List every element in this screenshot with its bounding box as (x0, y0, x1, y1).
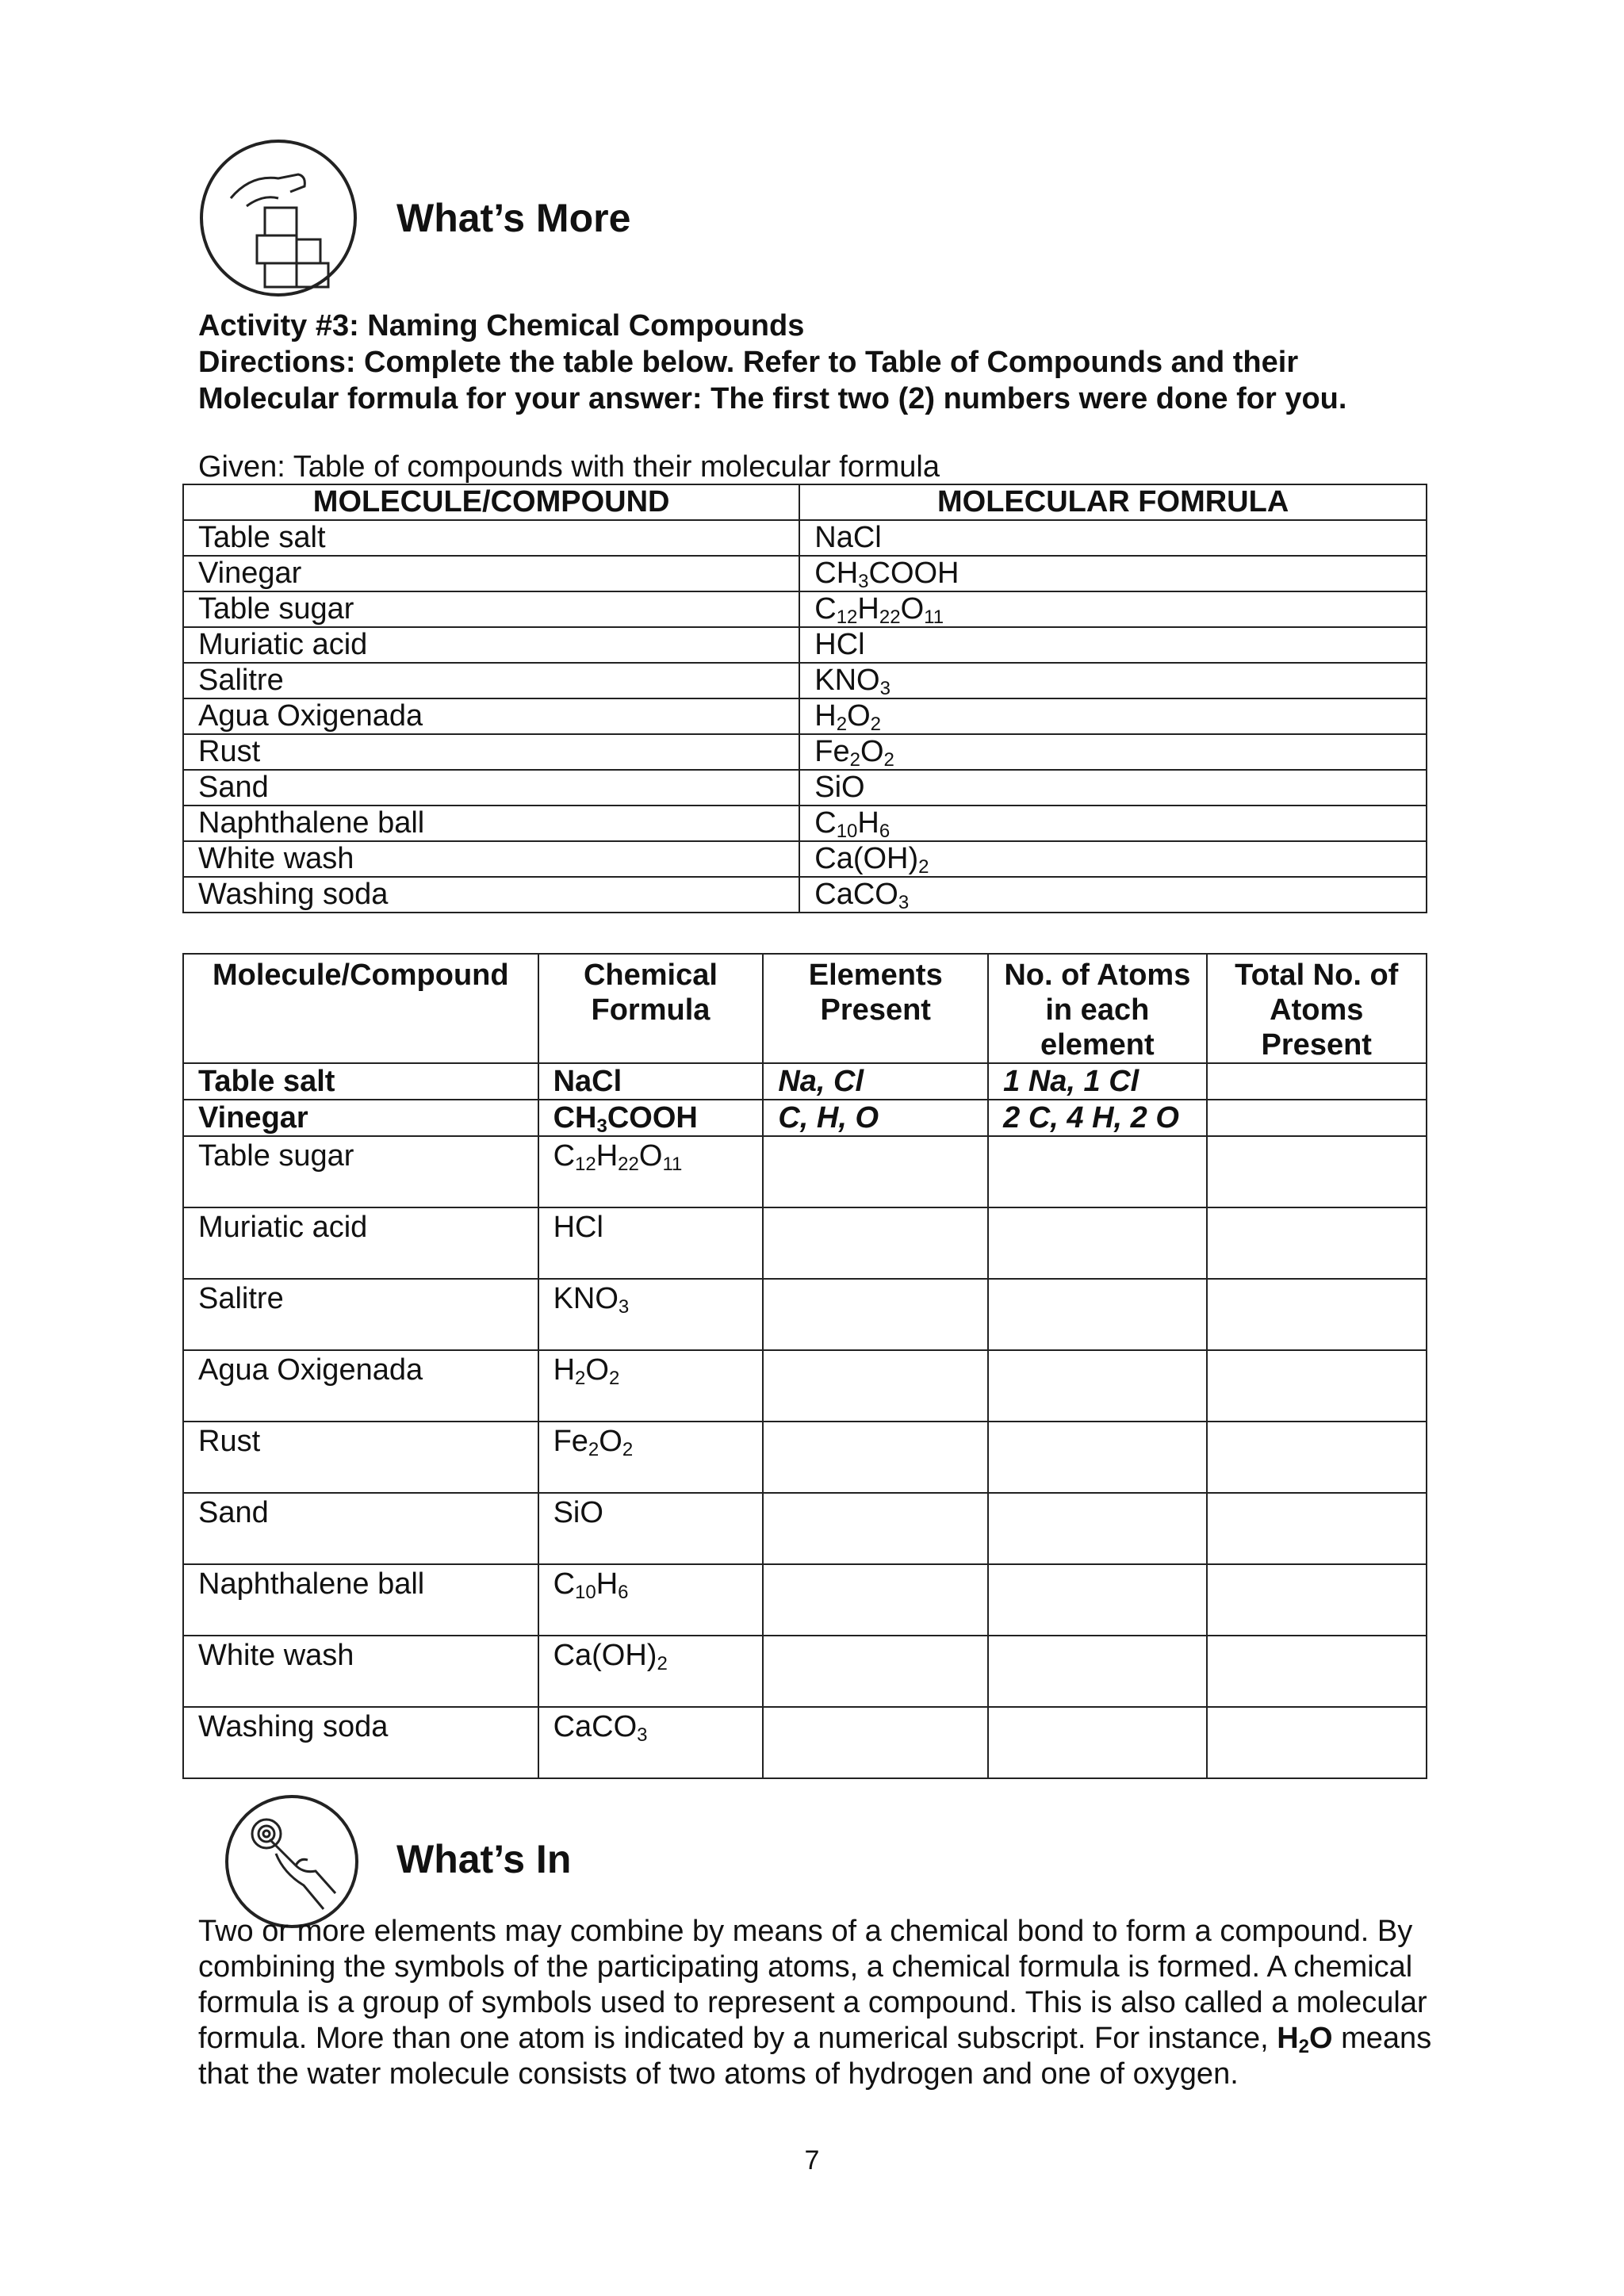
directions-line-2: Molecular formula for your answer: The first two (2) numbers were done for you. (198, 382, 1347, 415)
hand-stacking-blocks-icon (200, 140, 357, 297)
table-row (183, 1136, 1427, 1207)
compound-name: Rust (183, 734, 799, 770)
header-elements-present: Elements Present (763, 954, 988, 1063)
compound-name: Muriatic acid (183, 1207, 538, 1279)
table-row (183, 1350, 1427, 1422)
compound-name: Rust (183, 1422, 538, 1493)
activity-header-row (183, 954, 1427, 1063)
table-row (183, 520, 1427, 556)
atoms-each-element-cell[interactable] (988, 1422, 1206, 1493)
header-chemical-formula: Chemical Formula (538, 954, 764, 1063)
paragraph-text-2: means that the water molecule consists of two atoms of hydrogen and one of oxygen. (198, 2022, 1432, 2091)
chemical-formula: $C_{12}H_{22}O_{11}$ (538, 1136, 764, 1207)
molecular-formula: NaCl (799, 520, 1427, 556)
whats-in-paragraph (198, 1914, 1467, 2092)
elements-present-cell[interactable] (763, 1636, 988, 1707)
table-row (183, 1636, 1427, 1707)
chemical-formula: NaCl (538, 1063, 764, 1100)
atoms-each-element-cell[interactable] (988, 1350, 1206, 1422)
whats-in-title: What’s In (396, 1837, 572, 1881)
chemical-formula: HCl (538, 1207, 764, 1279)
table-row (183, 806, 1427, 841)
chemical-formula: $H_2O_2$ (538, 1350, 764, 1422)
total-atoms-cell[interactable] (1207, 1063, 1427, 1100)
header-molecule-compound: Molecule/Compound (183, 954, 538, 1063)
table-row (183, 841, 1427, 877)
compound-name: Sand (183, 1493, 538, 1564)
whats-more-title: What’s More (396, 196, 631, 240)
table-row (183, 556, 1427, 591)
elements-present-cell[interactable] (763, 1136, 988, 1207)
molecular-formula: $C_{12}H_{22}O_{11}$ (799, 591, 1427, 627)
atoms-each-element-cell[interactable] (988, 1636, 1206, 1707)
header-atoms-each-element: No. of Atoms in each element (988, 954, 1206, 1063)
molecular-formula: SiO (799, 770, 1427, 806)
table-row (183, 734, 1427, 770)
elements-present: Na, Cl (763, 1063, 988, 1100)
elements-present: C, H, O (763, 1100, 988, 1136)
table-row (183, 1564, 1427, 1636)
compound-name: Naphthalene ball (183, 806, 799, 841)
compound-name: Washing soda (183, 877, 799, 913)
atoms-each-element-cell[interactable] (988, 1564, 1206, 1636)
compound-name: Muriatic acid (183, 627, 799, 663)
activity-title: Activity #3: Naming Chemical Compounds (198, 309, 805, 342)
compound-name: Table sugar (183, 1136, 538, 1207)
elements-present-cell[interactable] (763, 1207, 988, 1279)
water-formula: $H_2O$ (1277, 2022, 1333, 2057)
elements-present-cell[interactable] (763, 1493, 988, 1564)
atoms-each-element: 1 Na, 1 Cl (988, 1063, 1206, 1100)
table-row (183, 1063, 1427, 1100)
table-row (183, 1279, 1427, 1350)
table-row (183, 770, 1427, 806)
molecular-formula: HCl (799, 627, 1427, 663)
compound-name: White wash (183, 841, 799, 877)
molecular-formula: $KNO_3$ (799, 663, 1427, 698)
table-row (183, 627, 1427, 663)
finger-pressing-button-icon (225, 1795, 358, 1928)
atoms-each-element-cell[interactable] (988, 1279, 1206, 1350)
table-row (183, 1422, 1427, 1493)
total-atoms-cell[interactable] (1207, 1707, 1427, 1778)
chemical-formula: $CH_3COOH$ (538, 1100, 764, 1136)
compound-name: Salitre (183, 663, 799, 698)
molecular-formula: $Fe_2O_2$ (799, 734, 1427, 770)
header-total-atoms: Total No. of Atoms Present (1207, 954, 1427, 1063)
page-number: 7 (804, 2145, 820, 2175)
given-header-compound: MOLECULE/COMPOUND (183, 484, 799, 520)
atoms-each-element: 2 C, 4 H, 2 O (988, 1100, 1206, 1136)
molecular-formula: $C_{10}H_6$ (799, 806, 1427, 841)
given-caption: Given: Table of compounds with their molecular formula (198, 450, 940, 484)
chemical-formula: $Ca(OH)_2$ (538, 1636, 764, 1707)
table-row (183, 1207, 1427, 1279)
paragraph-text-1: Two or more elements may combine by means of a chemical bond to form a compound. By combining the symbols of the participating atoms, a chemical formula is formed. A chemical formula is a group of symbols used to represent a compound. This is also called a molecular formula. More than one atom is indicated by a numerical subscript. For instance, (198, 1915, 1427, 2055)
elements-present-cell[interactable] (763, 1350, 988, 1422)
total-atoms-cell[interactable] (1207, 1350, 1427, 1422)
compound-name: Vinegar (183, 1100, 538, 1136)
compound-name: Naphthalene ball (183, 1564, 538, 1636)
table-row (183, 698, 1427, 734)
chemical-formula: CaCO$_3$ (538, 1707, 764, 1778)
molecular-formula: $CH_3COOH$ (799, 556, 1427, 591)
total-atoms-cell[interactable] (1207, 1636, 1427, 1707)
total-atoms-cell[interactable] (1207, 1279, 1427, 1350)
given-header-formula: MOLECULAR FOMRULA (799, 484, 1427, 520)
elements-present-cell[interactable] (763, 1707, 988, 1778)
table-row (183, 1100, 1427, 1136)
molecular-formula: CaCO$_3$ (799, 877, 1427, 913)
atoms-each-element-cell[interactable] (988, 1493, 1206, 1564)
atoms-each-element-cell[interactable] (988, 1136, 1206, 1207)
table-row (183, 877, 1427, 913)
given-header-row (183, 484, 1427, 520)
chemical-formula: SiO (538, 1493, 764, 1564)
elements-present-cell[interactable] (763, 1564, 988, 1636)
table-row (183, 591, 1427, 627)
total-atoms-cell[interactable] (1207, 1422, 1427, 1493)
elements-present-cell[interactable] (763, 1279, 988, 1350)
atoms-each-element-cell[interactable] (988, 1207, 1206, 1279)
compound-name: Table salt (183, 520, 799, 556)
molecular-formula: $Ca(OH)_2$ (799, 841, 1427, 877)
table-row (183, 1707, 1427, 1778)
compound-name: Sand (183, 770, 799, 806)
total-atoms-cell[interactable] (1207, 1207, 1427, 1279)
compound-name: Agua Oxigenada (183, 1350, 538, 1422)
activity-table (182, 953, 1427, 1779)
table-row (183, 1493, 1427, 1564)
total-atoms-cell[interactable] (1207, 1493, 1427, 1564)
total-atoms-cell[interactable] (1207, 1100, 1427, 1136)
chemical-formula: $KNO_3$ (538, 1279, 764, 1350)
compound-name: Agua Oxigenada (183, 698, 799, 734)
total-atoms-cell[interactable] (1207, 1564, 1427, 1636)
compound-name: Table sugar (183, 591, 799, 627)
chemical-formula: $Fe_2O_2$ (538, 1422, 764, 1493)
compound-name: Table salt (183, 1063, 538, 1100)
compound-name: White wash (183, 1636, 538, 1707)
table-row (183, 663, 1427, 698)
chemical-formula: $C_{10}H_6$ (538, 1564, 764, 1636)
compound-name: Vinegar (183, 556, 799, 591)
given-compounds-table (182, 484, 1427, 913)
atoms-each-element-cell[interactable] (988, 1707, 1206, 1778)
compound-name: Salitre (183, 1279, 538, 1350)
compound-name: Washing soda (183, 1707, 538, 1778)
molecular-formula: $H_2O_2$ (799, 698, 1427, 734)
total-atoms-cell[interactable] (1207, 1136, 1427, 1207)
elements-present-cell[interactable] (763, 1422, 988, 1493)
directions-line-1: Directions: Complete the table below. Refer to Table of Compounds and their (198, 346, 1299, 379)
